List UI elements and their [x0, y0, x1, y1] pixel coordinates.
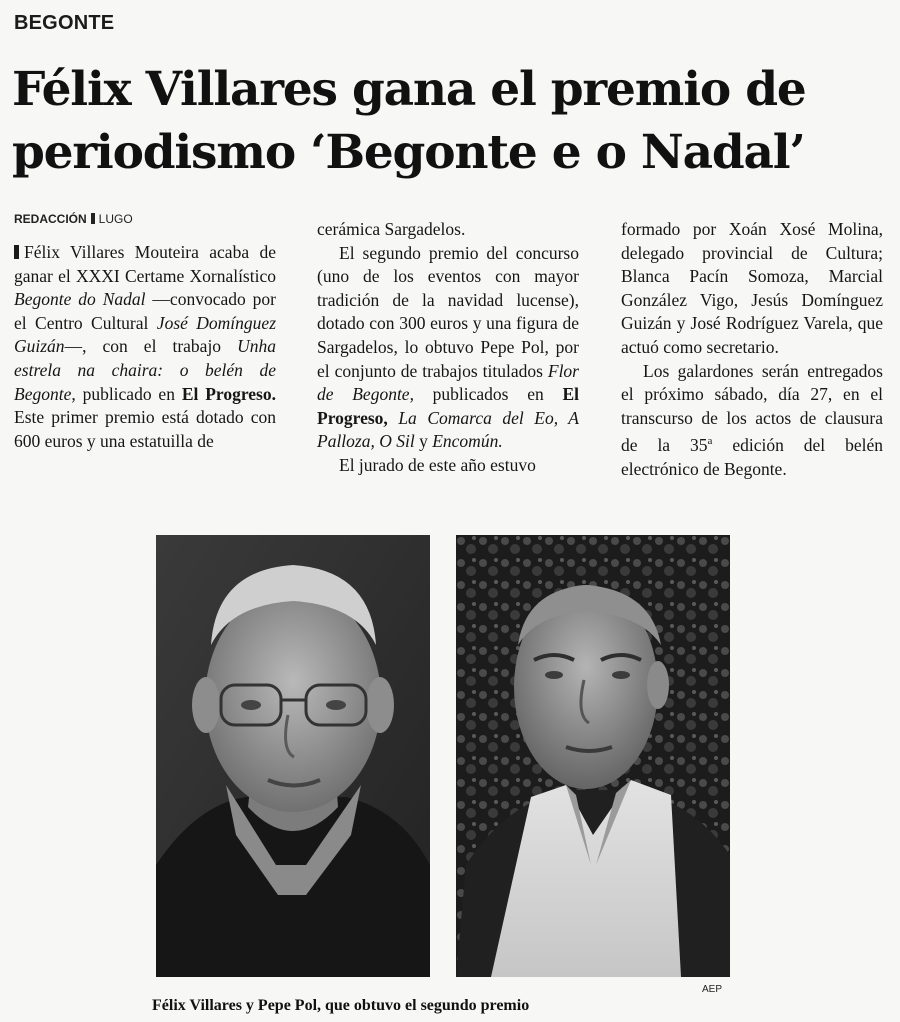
text-run: Félix Villares Mouteira acaba de ganar el XXXI Certame Xornalístico — [14, 242, 276, 286]
headline — [12, 58, 892, 184]
article-column-2 — [317, 218, 579, 478]
section-label: BEGONTE — [14, 12, 115, 34]
portrait-older-man-with-glasses-icon — [156, 535, 430, 977]
byline-separator — [91, 213, 95, 224]
photo-pepe-pol — [456, 535, 730, 977]
paragraph: cerámica Sargadelos. — [317, 219, 466, 239]
text-run: —, con el trabajo — [64, 336, 238, 357]
text-run-italic: José Domínguez Guizán — [14, 312, 276, 357]
newspaper-name: El Progreso, — [317, 384, 579, 428]
text-run: publicados en — [413, 384, 563, 405]
photo-felix-villares — [156, 535, 430, 977]
byline-author: REDACCIÓN — [14, 212, 87, 226]
text-run: publicado en — [75, 383, 182, 404]
text-run: edición del belén electrónico de Begonte. — [621, 435, 883, 479]
byline-place: LUGO — [98, 212, 133, 226]
text-run-italic: Flor de Begonte, — [317, 360, 579, 405]
text-run-italic: Encomún. — [432, 431, 503, 452]
photo-caption: Félix Villares y Pepe Pol, que obtuvo el segundo premio — [152, 997, 530, 1014]
portrait-man-in-shirt-icon — [456, 535, 730, 977]
paragraph: El jurado de este año estuvo — [339, 454, 536, 475]
paragraph — [317, 242, 579, 454]
paragraph — [621, 360, 883, 482]
text-run: El segundo premio del concurso (uno de los eventos con mayor tradición de la navidad lucense), dotado con 300 euros y una figura de Sargadelos, lo obtuvo Pepe Pol, por el conjunto de trabajos titulados — [317, 242, 579, 381]
paragraph: formado por Xoán Xosé Molina, delegado provincial de Cultura; Blanca Pacín Somoza, Marcial González Vigo, Jesús Domínguez Guizán y José Rodríguez Varela, que actuó como secretario. — [621, 219, 883, 357]
headline-line-2: periodismo ‘Begonte e o Nadal’ — [12, 125, 805, 180]
text-run: —convocado por el Centro Cultural — [14, 289, 276, 333]
text-run-italic: La Comarca del Eo, A Palloza, O Sil — [317, 407, 579, 452]
paragraph-marker-icon — [14, 245, 19, 259]
text-run: Los galardones serán entregados el próximo sábado, día 27, en el transcurso de los actos de clausura de la 35 — [621, 360, 883, 456]
article-column-3 — [621, 218, 883, 481]
text-run: y — [414, 431, 433, 452]
headline-line-1: Félix Villares gana el premio de — [12, 62, 806, 117]
newspaper-name: El Progreso. — [181, 383, 276, 404]
text-run — [388, 408, 399, 428]
text-run: Este primer premio está dotado con 600 euros y una estatuilla de — [14, 407, 276, 451]
article-column-1 — [14, 241, 276, 453]
text-run-italic: Unha estrela na chaira: o belén de Begonte, — [14, 336, 276, 404]
photo-credit: AEP — [702, 984, 723, 995]
byline — [14, 212, 133, 226]
ordinal-superscript: a — [707, 435, 713, 448]
text-run-italic: Begonte do Nadal — [14, 289, 146, 310]
